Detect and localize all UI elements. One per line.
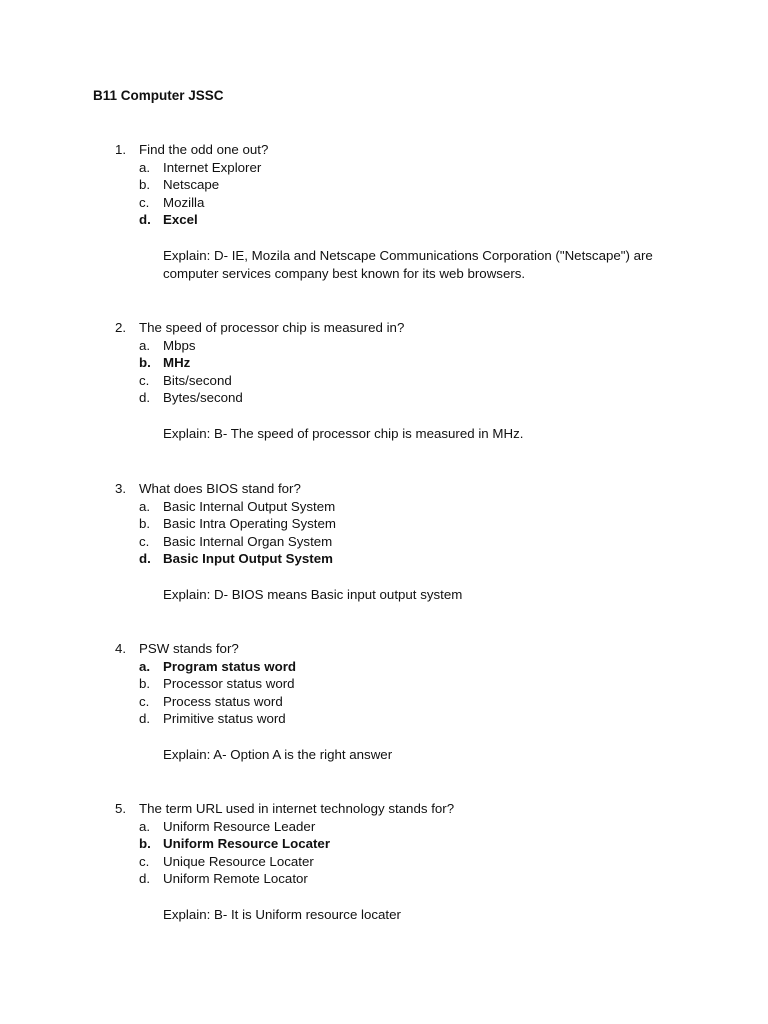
answer-option xyxy=(0,710,768,728)
option-text: Mozilla xyxy=(163,194,205,210)
question-number: 5. xyxy=(115,801,127,816)
option-text: Basic Internal Organ System xyxy=(163,533,333,549)
question-text: The speed of processor chip is measured in? xyxy=(139,320,405,335)
question-item xyxy=(0,800,768,924)
option-letter: a. xyxy=(139,159,151,175)
question-line xyxy=(0,640,768,658)
explanation-text: Explain: A- Option A is the right answer xyxy=(163,746,393,762)
option-letter: c. xyxy=(139,693,150,709)
answer-option xyxy=(0,693,768,711)
option-text: Bits/second xyxy=(163,372,232,388)
question-text: Find the odd one out? xyxy=(139,142,269,157)
option-letter: a. xyxy=(139,498,151,514)
answer-option xyxy=(0,853,768,871)
option-text: Excel xyxy=(163,212,198,228)
answer-option xyxy=(0,818,768,836)
question-line xyxy=(0,480,768,498)
question-item xyxy=(0,141,768,283)
correct-answer-option xyxy=(0,211,768,229)
answer-option xyxy=(0,389,768,407)
question-line xyxy=(0,141,768,159)
answer-option xyxy=(0,159,768,177)
option-text: Uniform Remote Locator xyxy=(163,871,308,887)
option-text: Mbps xyxy=(163,337,196,353)
question-text: The term URL used in internet technology stands for? xyxy=(139,801,455,816)
option-letter: b. xyxy=(139,516,151,532)
answer-option xyxy=(0,176,768,194)
answer-option xyxy=(0,675,768,693)
option-text: Uniform Resource Leader xyxy=(163,818,316,834)
correct-answer-option xyxy=(0,354,768,372)
option-letter: b. xyxy=(139,836,151,852)
answer-option xyxy=(0,337,768,355)
correct-answer-option xyxy=(0,658,768,676)
question-number: 4. xyxy=(115,641,127,656)
explanation-text: Explain: B- The speed of processor chip is measured in MHz. xyxy=(163,425,524,441)
correct-answer-option xyxy=(0,835,768,853)
question-number: 2. xyxy=(115,320,127,335)
option-letter: a. xyxy=(139,818,151,834)
option-text: Internet Explorer xyxy=(163,159,262,175)
option-text: Process status word xyxy=(163,693,283,709)
option-letter: c. xyxy=(139,533,150,549)
option-text: Uniform Resource Locater xyxy=(163,836,330,852)
option-text: Unique Resource Locater xyxy=(163,853,314,869)
option-letter: d. xyxy=(139,390,151,406)
explanation-text: Explain: B- It is Uniform resource locater xyxy=(163,906,401,922)
option-letter: d. xyxy=(139,212,151,228)
option-letter: d. xyxy=(139,551,151,567)
option-letter: d. xyxy=(139,871,151,887)
option-letter: a. xyxy=(139,658,151,674)
option-text: Netscape xyxy=(163,177,220,193)
question-number: 3. xyxy=(115,481,127,496)
option-text: Processor status word xyxy=(163,676,295,692)
option-letter: d. xyxy=(139,711,151,727)
explanation-text: Explain: D- IE, Mozila and Netscape Communications Corporation ("Netscape") are computer services company best known for its web browsers. xyxy=(163,247,653,281)
answer-option xyxy=(0,194,768,212)
option-letter: c. xyxy=(139,372,150,388)
option-letter: a. xyxy=(139,337,151,353)
option-text: Primitive status word xyxy=(163,711,286,727)
answer-option xyxy=(0,498,768,516)
question-text: What does BIOS stand for? xyxy=(139,481,301,496)
document-title: B11 Computer JSSC xyxy=(93,88,224,103)
question-item xyxy=(0,480,768,604)
question-number: 1. xyxy=(115,142,127,157)
correct-answer-option xyxy=(0,550,768,568)
option-text: Program status word xyxy=(163,658,296,674)
option-text: Basic Intra Operating System xyxy=(163,516,336,532)
question-text: PSW stands for? xyxy=(139,641,239,656)
option-letter: b. xyxy=(139,676,151,692)
option-letter: c. xyxy=(139,853,150,869)
answer-option xyxy=(0,533,768,551)
explanation-text: Explain: D- BIOS means Basic input output system xyxy=(163,586,463,602)
option-letter: b. xyxy=(139,177,151,193)
answer-option xyxy=(0,515,768,533)
question-line xyxy=(0,319,768,337)
option-text: MHz xyxy=(163,355,191,371)
question-item xyxy=(0,640,768,764)
option-letter: b. xyxy=(139,355,151,371)
question-line xyxy=(0,800,768,818)
answer-option xyxy=(0,372,768,390)
question-item xyxy=(0,319,768,443)
option-text: Basic Input Output System xyxy=(163,551,333,567)
option-letter: c. xyxy=(139,194,150,210)
option-text: Bytes/second xyxy=(163,390,243,406)
answer-option xyxy=(0,870,768,888)
option-text: Basic Internal Output System xyxy=(163,498,336,514)
